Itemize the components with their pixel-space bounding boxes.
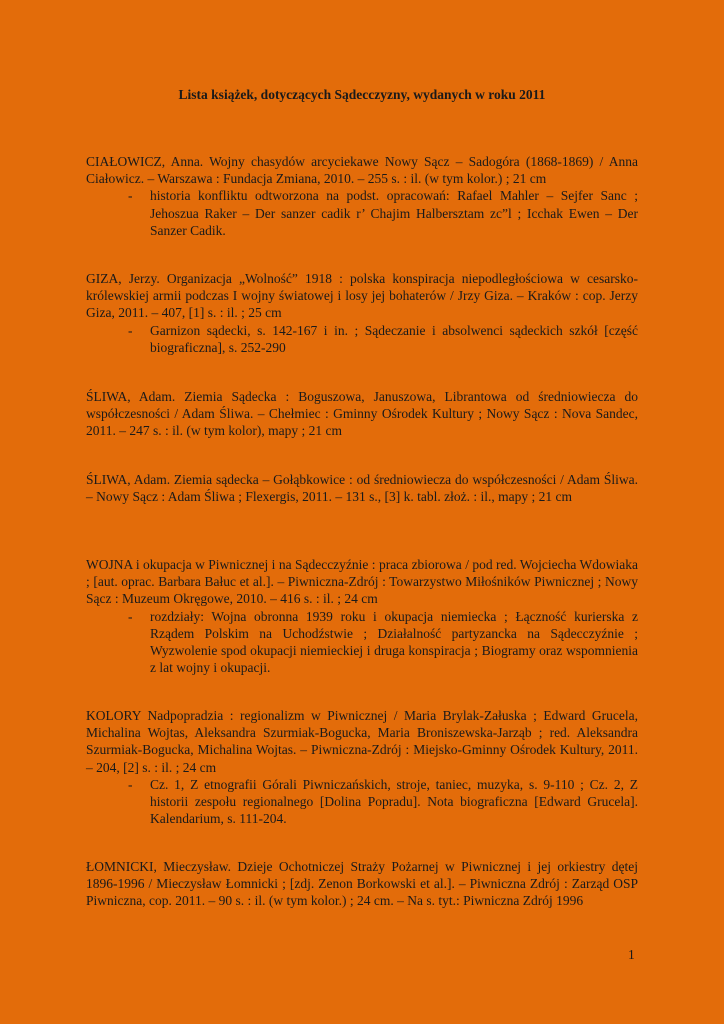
page-number: 1 bbox=[628, 947, 635, 962]
entry-citation: ŚLIWA, Adam. Ziemia Sądecka : Boguszowa, Januszowa, Librantowa od średniowiecza do współczesności / Adam Śliwa. – Chełmiec : Gminny Ośrodek Kultury ; Nowy Sącz : Nova Sandec, 2011. – 247 s. : il. (w tym kolor), mapy ; 21 cm bbox=[86, 389, 638, 439]
bibliography-entry bbox=[86, 388, 638, 440]
entry-note-text: rozdziały: Wojna obronna 1939 roku i okupacja niemiecka ; Łączność kurierska z Rządem Polskim na Uchodźstwie ; Działalność partyzancka na Sądecczyźnie ; Wyzwolenie spod okupacji niemieckiej i druga konspiracja ; Biogramy oraz wspomnienia z lat wojny i okupacji. bbox=[150, 608, 638, 676]
entry-note-text: historia konfliktu odtworzona na podst. opracowań: Rafael Mahler – Sejfer Sanc ; Jehoszua Raker – Der sanzer cadik r’ Chajim Halbersztam zc”l ; Icchak Ewen – Der Sanzer Cadik. bbox=[150, 188, 638, 238]
bullet-dash: - bbox=[128, 776, 133, 792]
entry-note-text: Cz. 1, Z etnografii Górali Piwniczańskich, stroje, taniec, muzyka, s. 9-110 ; Cz. 2, Z historii zespołu regionalnego [Dolina Popradu]. Nota biograficzna [Edward Grucela]. Kalendarium, s. 111-204. bbox=[150, 776, 638, 827]
entry-note bbox=[86, 187, 638, 239]
document-title: Lista książek, dotyczących Sądecczyzny, wydanych w roku 2011 bbox=[178, 87, 546, 102]
entry-note bbox=[86, 608, 638, 677]
bibliography-entry bbox=[86, 270, 638, 356]
entry-citation: GIZA, Jerzy. Organizacja „Wolność” 1918 : polska konspiracja niepodległościowa w cesarsko-królewskiej armii podczas I wojny światowej i losy jej bohaterów / Jrzy Giza. – Kraków : cop. Jerzy Giza, 2011. – 407, [1] s. : il. ; 25 cm bbox=[86, 271, 638, 321]
entry-note-text: Garnizon sądecki, s. 142-167 i in. ; Sądeczanie i absolwenci sądeckich szkół [część biograficzna], s. 252-290 bbox=[150, 322, 638, 355]
bullet-dash: - bbox=[128, 188, 133, 204]
entry-citation: ŁOMNICKI, Mieczysław. Dzieje Ochotniczej Straży Pożarnej w Piwnicznej i jej orkiestry dętej 1896-1996 / Mieczysław Łomnicki ; [zdj. Zenon Borkowski et al.]. – Piwniczna Zdrój : Zarząd OSP Piwniczna, cop. 2011. – 90 s. : il. (w tym kolor.) ; 24 cm. – Na s. tyt.: Piwniczna Zdrój 1996 bbox=[86, 859, 638, 909]
bullet-dash: - bbox=[128, 608, 133, 624]
bibliography-entry bbox=[86, 858, 638, 910]
entry-citation: ŚLIWA, Adam. Ziemia sądecka – Gołąbkowice : od średniowiecza do współczesności / Adam Śliwa. – Nowy Sącz : Adam Śliwa ; Flexergis, 2011. – 131 s., [3] k. tabl. złoż. : il., mapy ; 21 cm bbox=[86, 472, 638, 505]
entry-note bbox=[86, 322, 638, 356]
entry-note bbox=[86, 776, 638, 828]
bibliography-entry bbox=[86, 471, 638, 505]
entry-citation: WOJNA i okupacja w Piwnicznej i na Sądecczyźnie : praca zbiorowa / pod red. Wojciecha Wdowiaka ; [aut. oprac. Barbara Bałuc et al.]. – Piwniczna-Zdrój : Towarzystwo Miłośników Piwnicznej ; Nowy Sącz : Muzeum Okręgowe, 2010. – 416 s. : il. ; 24 cm bbox=[86, 557, 638, 607]
bibliography-entry bbox=[86, 153, 638, 239]
entry-citation: CIAŁOWICZ, Anna. Wojny chasydów arcyciekawe Nowy Sącz – Sadogóra (1868-1869) / Anna Ciałowicz. – Warszawa : Fundacja Zmiana, 2010. – 255 s. : il. (w tym kolor.) ; 21 cm bbox=[86, 154, 638, 187]
bibliography-entry bbox=[86, 556, 638, 676]
bullet-dash: - bbox=[128, 322, 133, 338]
bibliography-entry bbox=[86, 707, 638, 827]
entry-citation: KOLORY Nadpopradzia : regionalizm w Piwnicznej / Maria Brylak-Załuska ; Edward Grucela, Michalina Wojtas, Aleksandra Szurmiak-Bogucka, Maria Broniszewska-Jarząb ; red. Aleksandra Szurmiak-Bogucka, Michalina Wojtas. – Piwniczna-Zdrój : Miejsko-Gminny Ośrodek Kultury, 2011. – 204, [2] s. : il. ; 24 cm bbox=[86, 708, 638, 775]
